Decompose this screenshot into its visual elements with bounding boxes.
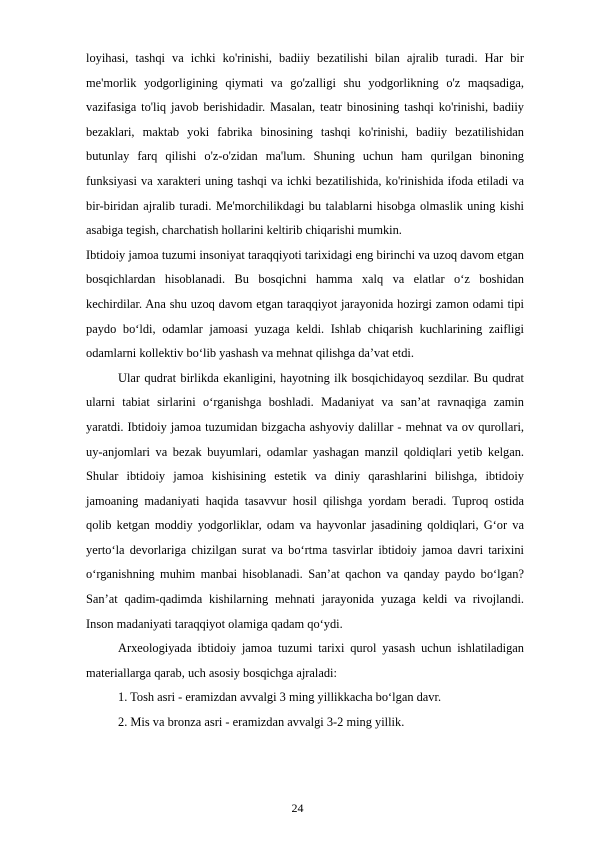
- list-item-stone-age: 1. Tosh asri - eramizdan avvalgi 3 ming yillikkacha bo‘lgan davr.: [118, 690, 442, 705]
- page-number: 24: [291, 801, 304, 815]
- paragraph-architecture: loyihasi, tashqi va ichki ko'rinishi, badiiy bezatilishi bilan ajralib turadi. Har bir me'morlik yodgorligining qiymati va go'zalligi shu yodgorlikning o'z maqsadiga, vazifasiga to'liq javob berishidadir. Masalan, teatr binosining tashqi ko'rinishi, badiiy bezaklari, maktab yoki fabrika binosining tashqi ko'rinishi, badiiy bezatilishidan butunlay farq qilishi o'z-o'zidan ma'lum. Shuning uchun ham qurilgan binoning funksiyasi va xarakteri uning tashqi va ichki bezatilishida, ko'rinishida ifoda etiladi va bir-biridan ajralib turadi. Me'morchilikdagi bu talablarni hisobga olmaslik uning kishi asabiga tegish, charchatish hollarini keltirib chiqarishi mumkin.: [86, 51, 524, 238]
- paragraph-art-origins: Ular qudrat birlikda ekanligini, hayotning ilk bosqichidayoq sezdilar. Bu qudrat ularni tabiat sirlarini o‘rganishga boshladi. Madaniyat va san’at ravnaqiga zamin yaratdi. Ibtidoiy jamoa tuzumidan bizgacha ashyoviy dalillar - mehnat va ov qurollari, uy-anjomlari va bezak buyumlari, odamlar yashagan manzil qoldiqlari yetib kelgan. Shular ibtidoiy jamoa kishisining estetik va diniy qarashlarini bilishga, ibtidoiy jamoaning madaniyati haqida tasavvur hosil qilishga yordam beradi. Tuproq ostida qolib ketgan moddiy yodgorliklar, odam va hayvonlar jasadining qoldiqlari, G‘or va yerto‘la devorlariga chizilgan surat va bo‘rtma tasvirlar ibtidoiy jamoa davri tarixini o‘rganishning muhim manbai hisoblanadi. San’at qachon va qanday paydo bo‘lgan? San’at qadim-qadimda kishilarning mehnati jarayonida yuzaga keldi va rivojlandi. Inson madaniyati taraqqiyot olamiga qadam qo‘ydi.: [86, 370, 524, 631]
- document-body: [86, 46, 524, 735]
- paragraph-primitive-society: Ibtidoiy jamoa tuzumi insoniyat taraqqiyoti tarixidagi eng birinchi va uzoq davom etgan bosqichlardan hisoblanadi. Bu bosqichni hamma xalq va elatlar o‘z boshidan kechirdilar. Ana shu uzoq davom etgan taraqqiyot jarayonida hozirgi zamon odami tipi paydo bo‘ldi, odamlar jamoasi yuzaga keldi. Ishlab chiqarish kuchlarining zaifligi odamlarni kollektiv bo‘lib yashash va mehnat qilishga da’vat etdi.: [86, 247, 524, 361]
- list-item-bronze-age: 2. Mis va bronza asri - eramizdan avvalgi 3-2 ming yillik.: [118, 715, 405, 730]
- paragraph-archaeology: Arxeologiyada ibtidoiy jamoa tuzumi tarixi qurol yasash uchun ishlatiladigan materiallarga qarab, uch asosiy bosqichga ajraladi:: [86, 641, 524, 680]
